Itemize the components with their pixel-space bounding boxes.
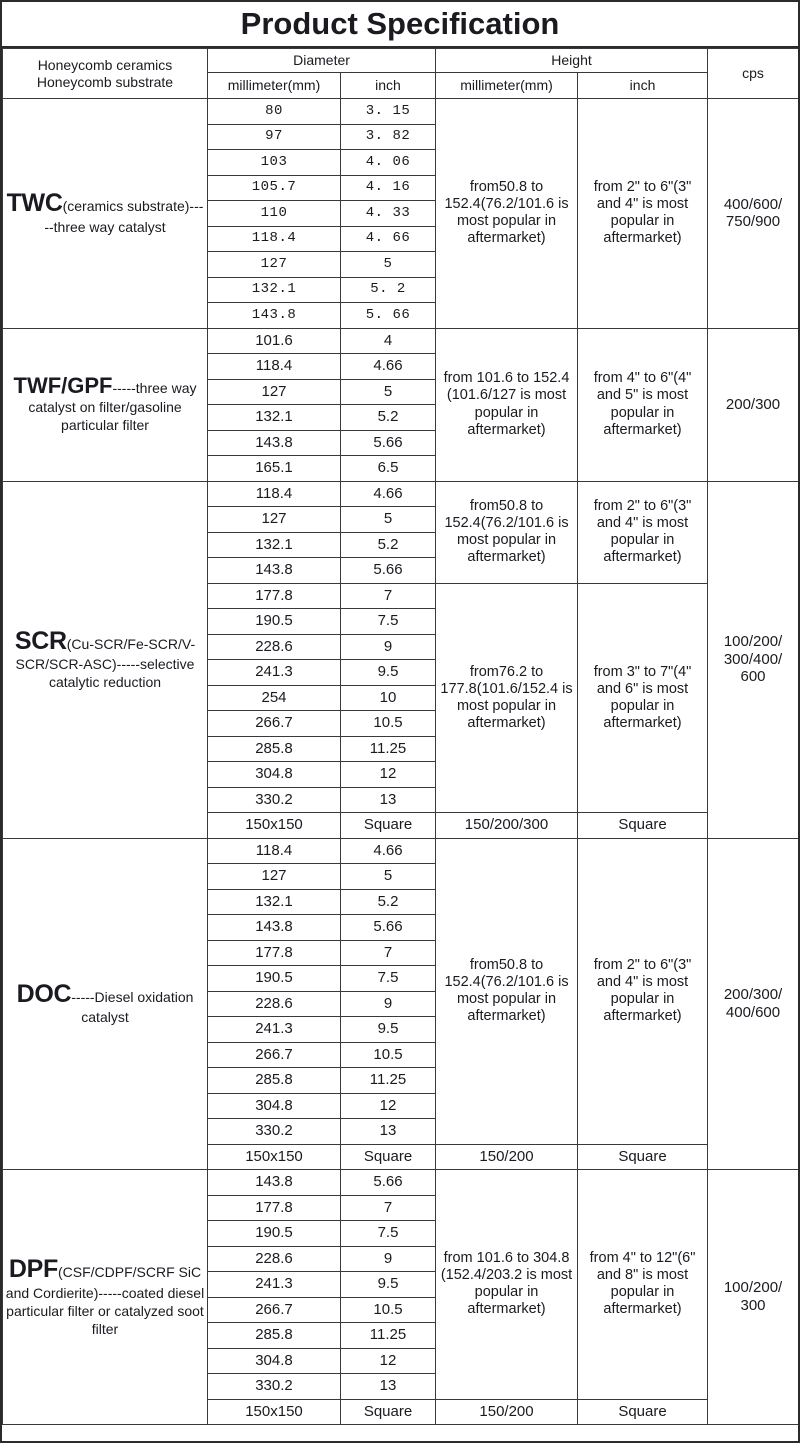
diameter-inch-cell: 9 [341, 634, 436, 660]
diameter-mm-cell: 330.2 [208, 1374, 341, 1400]
diameter-inch-cell: 7.5 [341, 1221, 436, 1247]
diameter-inch-cell: 9 [341, 1246, 436, 1272]
height-mm-note: from 101.6 to 152.4 (101.6/127 is most popular in aftermarket) [436, 328, 578, 481]
height-inch-note: from 2" to 6"(3" and 4" is most popular in aftermarket) [578, 481, 708, 583]
table-row [3, 99, 799, 125]
diameter-mm-cell: 150x150 [208, 1144, 341, 1170]
diameter-mm-cell: 127 [208, 507, 341, 533]
diameter-mm-cell: 132.1 [208, 277, 341, 303]
height-inch-note: from 4" to 12"(6" and 8" is most popular in aftermarket) [578, 1170, 708, 1400]
diameter-mm-cell: 304.8 [208, 1348, 341, 1374]
diameter-mm-cell: 150x150 [208, 1399, 341, 1425]
header-line-2: Honeycomb substrate [36, 73, 174, 90]
diameter-mm-cell: 177.8 [208, 1195, 341, 1221]
diameter-mm-cell: 177.8 [208, 940, 341, 966]
diameter-inch-cell: 9 [341, 991, 436, 1017]
product-desc-twf_gpf: -----three way catalyst on filter/gasoline particular filter [28, 380, 197, 434]
product-desc-doc: -----Diesel oxidation catalyst [71, 988, 194, 1026]
diameter-mm-cell: 285.8 [208, 1068, 341, 1094]
diameter-mm-cell: 143.8 [208, 1170, 341, 1196]
product-specification-table [2, 48, 799, 1425]
diameter-mm-cell: 241.3 [208, 1017, 341, 1043]
diameter-inch-cell: 13 [341, 1374, 436, 1400]
diameter-inch-cell: 13 [341, 1119, 436, 1145]
product-abbr-dpf: DPF [8, 1255, 58, 1284]
height-inch-note: from 3" to 7"(4" and 6" is most popular in aftermarket) [578, 583, 708, 813]
header-group-height: Height [436, 49, 708, 73]
diameter-inch-cell: 5 [341, 252, 436, 278]
cps-cell: 100/200/ 300 [708, 1170, 799, 1425]
diameter-mm-cell: 105.7 [208, 175, 341, 201]
product-name-dpf [3, 1170, 208, 1425]
diameter-inch-cell: 4.66 [341, 481, 436, 507]
table-row [3, 481, 799, 507]
diameter-mm-cell: 150x150 [208, 813, 341, 839]
diameter-inch-cell: 4. 33 [341, 201, 436, 227]
diameter-inch-cell: 11.25 [341, 1323, 436, 1349]
diameter-inch-cell: 11.25 [341, 736, 436, 762]
diameter-mm-cell: 304.8 [208, 1093, 341, 1119]
product-desc-dpf: (CSF/CDPF/SCRF SiC and Cordierite)-----coated diesel particular filter or catalyzed soot filter [5, 1264, 205, 1337]
diameter-inch-cell: Square [341, 1144, 436, 1170]
diameter-mm-cell: 190.5 [208, 966, 341, 992]
diameter-inch-cell: Square [341, 1399, 436, 1425]
diameter-mm-cell: 330.2 [208, 787, 341, 813]
product-name-twc [3, 99, 208, 329]
table-row [3, 328, 799, 354]
diameter-mm-cell: 118.4 [208, 354, 341, 380]
diameter-mm-cell: 143.8 [208, 558, 341, 584]
diameter-mm-cell: 118.4 [208, 226, 341, 252]
diameter-inch-cell: 9.5 [341, 1272, 436, 1298]
diameter-inch-cell: 5.66 [341, 430, 436, 456]
height-mm-cell: 150/200/300 [436, 813, 578, 839]
cps-cell: 200/300/ 400/600 [708, 838, 799, 1170]
diameter-mm-cell: 285.8 [208, 1323, 341, 1349]
diameter-inch-cell: 5. 66 [341, 303, 436, 329]
diameter-inch-cell: 4. 16 [341, 175, 436, 201]
page-title: Product Specification [240, 6, 560, 41]
table-body [3, 49, 799, 1425]
diameter-inch-cell: 3. 15 [341, 99, 436, 125]
diameter-mm-cell: 127 [208, 379, 341, 405]
diameter-inch-cell: 5.66 [341, 915, 436, 941]
diameter-mm-cell: 127 [208, 252, 341, 278]
product-name-scr [3, 481, 208, 838]
diameter-inch-cell: 10.5 [341, 711, 436, 737]
diameter-inch-cell: 7.5 [341, 609, 436, 635]
diameter-mm-cell: 101.6 [208, 328, 341, 354]
diameter-mm-cell: 266.7 [208, 1297, 341, 1323]
diameter-mm-cell: 132.1 [208, 889, 341, 915]
diameter-inch-cell: 4 [341, 328, 436, 354]
height-inch-cell: Square [578, 1399, 708, 1425]
diameter-inch-cell: 10 [341, 685, 436, 711]
cps-cell: 100/200/ 300/400/ 600 [708, 481, 799, 838]
header-height-mm: millimeter(mm) [436, 73, 578, 99]
diameter-mm-cell: 228.6 [208, 1246, 341, 1272]
diameter-inch-cell: 5.66 [341, 1170, 436, 1196]
height-mm-note: from 101.6 to 304.8 (152.4/203.2 is most popular in aftermarket) [436, 1170, 578, 1400]
table-row [3, 1170, 799, 1196]
height-mm-note: from50.8 to 152.4(76.2/101.6 is most popular in aftermarket) [436, 481, 578, 583]
diameter-mm-cell: 330.2 [208, 1119, 341, 1145]
diameter-inch-cell: 5.66 [341, 558, 436, 584]
height-mm-note: from76.2 to 177.8(101.6/152.4 is most popular in aftermarket) [436, 583, 578, 813]
header-line-1: Honeycomb ceramics [37, 56, 173, 73]
diameter-inch-cell: 5 [341, 507, 436, 533]
height-mm-note: from50.8 to 152.4(76.2/101.6 is most popular in aftermarket) [436, 838, 578, 1144]
diameter-inch-cell: 13 [341, 787, 436, 813]
diameter-inch-cell: 3. 82 [341, 124, 436, 150]
diameter-inch-cell: 7 [341, 1195, 436, 1221]
diameter-inch-cell: 10.5 [341, 1042, 436, 1068]
page-title-bar [2, 2, 798, 48]
header-diameter-mm: millimeter(mm) [208, 73, 341, 99]
diameter-inch-cell: 9.5 [341, 660, 436, 686]
diameter-mm-cell: 177.8 [208, 583, 341, 609]
diameter-inch-cell: 7 [341, 940, 436, 966]
product-abbr-twf_gpf: TWF/GPF [13, 373, 113, 399]
diameter-inch-cell: 10.5 [341, 1297, 436, 1323]
product-abbr-twc: TWC [6, 189, 63, 218]
header-cps: cps [708, 49, 799, 99]
height-inch-note: from 2" to 6"(3" and 4" is most popular in aftermarket) [578, 838, 708, 1144]
diameter-inch-cell: 12 [341, 762, 436, 788]
header-height-inch: inch [578, 73, 708, 99]
diameter-mm-cell: 304.8 [208, 762, 341, 788]
diameter-inch-cell: 5.2 [341, 405, 436, 431]
diameter-mm-cell: 143.8 [208, 303, 341, 329]
diameter-mm-cell: 132.1 [208, 405, 341, 431]
header-group-diameter: Diameter [208, 49, 436, 73]
diameter-mm-cell: 143.8 [208, 915, 341, 941]
diameter-inch-cell: 5. 2 [341, 277, 436, 303]
diameter-inch-cell: 5.2 [341, 532, 436, 558]
diameter-mm-cell: 285.8 [208, 736, 341, 762]
diameter-mm-cell: 127 [208, 864, 341, 890]
diameter-mm-cell: 80 [208, 99, 341, 125]
diameter-inch-cell: 4. 66 [341, 226, 436, 252]
height-inch-cell: Square [578, 813, 708, 839]
diameter-mm-cell: 190.5 [208, 609, 341, 635]
product-desc-twc: (ceramics substrate)-----three way catalyst [44, 198, 204, 235]
height-mm-note: from50.8 to 152.4(76.2/101.6 is most popular in aftermarket) [436, 99, 578, 329]
cps-cell: 400/600/ 750/900 [708, 99, 799, 329]
diameter-inch-cell: 7.5 [341, 966, 436, 992]
diameter-mm-cell: 254 [208, 685, 341, 711]
diameter-mm-cell: 97 [208, 124, 341, 150]
diameter-mm-cell: 143.8 [208, 430, 341, 456]
diameter-mm-cell: 118.4 [208, 838, 341, 864]
diameter-mm-cell: 228.6 [208, 634, 341, 660]
diameter-mm-cell: 103 [208, 150, 341, 176]
diameter-inch-cell: 4.66 [341, 838, 436, 864]
diameter-inch-cell: 9.5 [341, 1017, 436, 1043]
header-diameter-inch: inch [341, 73, 436, 99]
diameter-inch-cell: 11.25 [341, 1068, 436, 1094]
cps-cell: 200/300 [708, 328, 799, 481]
diameter-mm-cell: 118.4 [208, 481, 341, 507]
diameter-inch-cell: 7 [341, 583, 436, 609]
diameter-inch-cell: 5 [341, 379, 436, 405]
product-name-twf_gpf [3, 328, 208, 481]
diameter-inch-cell: 4. 06 [341, 150, 436, 176]
diameter-mm-cell: 241.3 [208, 1272, 341, 1298]
diameter-inch-cell: 5.2 [341, 889, 436, 915]
diameter-inch-cell: 5 [341, 864, 436, 890]
header-product-label [3, 49, 208, 99]
diameter-inch-cell: 12 [341, 1093, 436, 1119]
height-inch-cell: Square [578, 1144, 708, 1170]
header-row-group [3, 49, 799, 73]
diameter-inch-cell: Square [341, 813, 436, 839]
diameter-inch-cell: 6.5 [341, 456, 436, 482]
diameter-mm-cell: 241.3 [208, 660, 341, 686]
diameter-mm-cell: 228.6 [208, 991, 341, 1017]
product-name-doc [3, 838, 208, 1170]
product-abbr-scr: SCR [14, 626, 67, 655]
height-inch-note: from 2" to 6"(3" and 4" is most popular in aftermarket) [578, 99, 708, 329]
height-mm-cell: 150/200 [436, 1399, 578, 1425]
height-mm-cell: 150/200 [436, 1144, 578, 1170]
diameter-mm-cell: 132.1 [208, 532, 341, 558]
diameter-inch-cell: 12 [341, 1348, 436, 1374]
product-abbr-doc: DOC [16, 979, 72, 1008]
diameter-mm-cell: 266.7 [208, 711, 341, 737]
diameter-mm-cell: 165.1 [208, 456, 341, 482]
height-inch-note: from 4" to 6"(4" and 5" is most popular in aftermarket) [578, 328, 708, 481]
diameter-mm-cell: 266.7 [208, 1042, 341, 1068]
diameter-inch-cell: 4.66 [341, 354, 436, 380]
table-row [3, 838, 799, 864]
diameter-mm-cell: 190.5 [208, 1221, 341, 1247]
diameter-mm-cell: 110 [208, 201, 341, 227]
product-desc-scr: (Cu-SCR/Fe-SCR/V-SCR/SCR-ASC)-----selective catalytic reduction [15, 635, 196, 691]
